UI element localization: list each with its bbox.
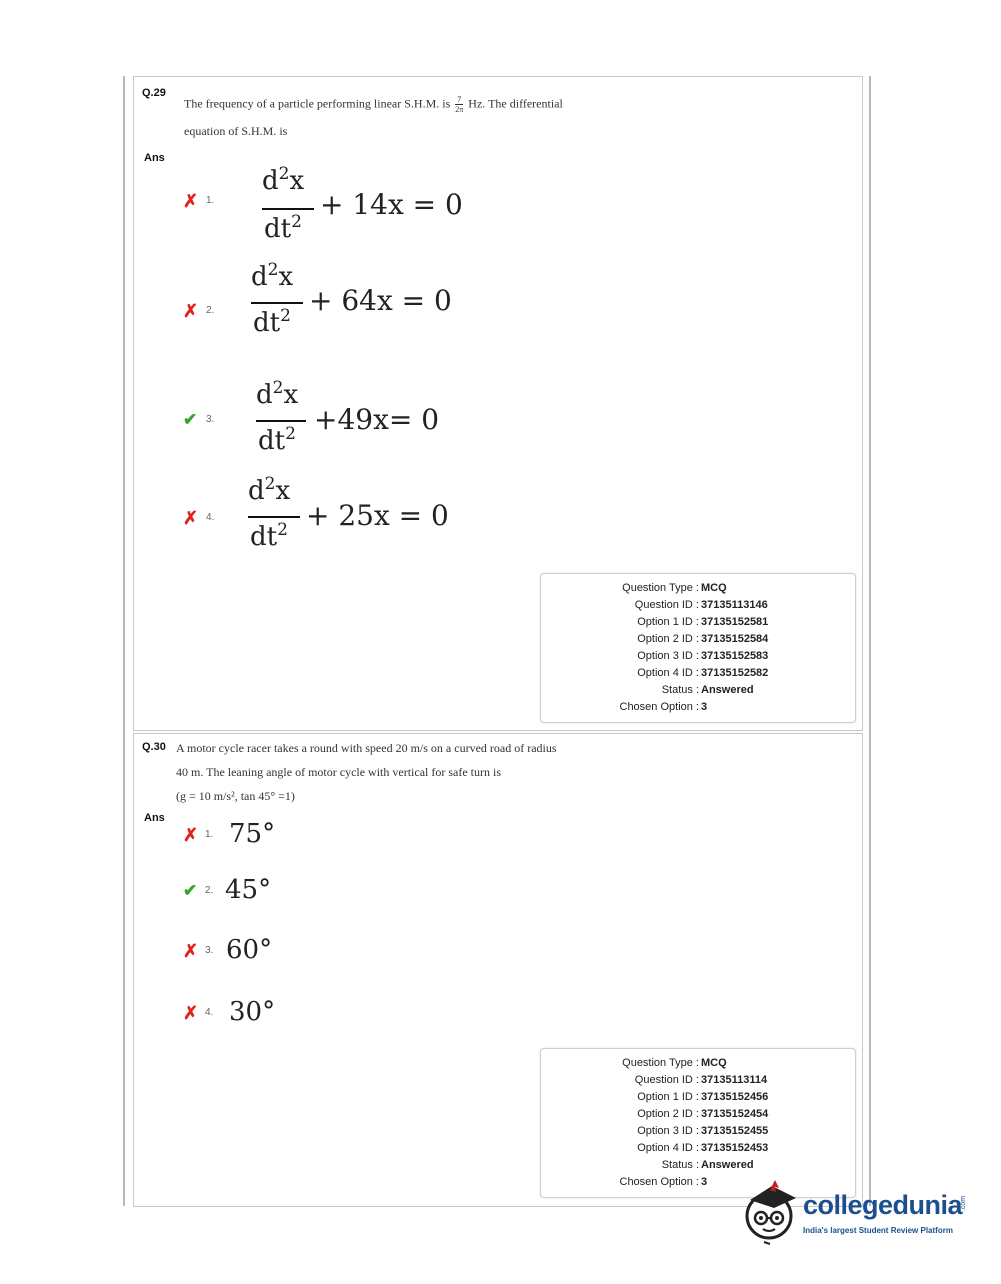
logo-wordmark: collegedunia (803, 1190, 963, 1220)
option-number: 2. (206, 305, 215, 316)
fraction-numerator: 7 (455, 95, 463, 105)
meta-key: Chosen Option : (619, 1176, 699, 1188)
denominator-dt: dt (253, 308, 281, 338)
option-value: 60° (226, 935, 273, 965)
fraction-numerator (256, 378, 298, 410)
option-value: 45° (225, 875, 272, 905)
meta-key: Option 3 ID : (637, 650, 699, 662)
numerator-d: d (262, 166, 279, 196)
question-meta-panel (540, 1048, 856, 1198)
fraction-denominator: 2π (455, 105, 464, 114)
option-number: 4. (206, 512, 215, 523)
numerator-d: d (256, 380, 273, 410)
equation-remainder: + 14x = 0 (320, 188, 463, 221)
wrong-cross-icon: ✗ (183, 508, 199, 528)
denominator-dt: dt (264, 214, 292, 244)
equation-remainder: + 25x = 0 (306, 499, 449, 532)
meta-key: Option 4 ID : (637, 1142, 699, 1154)
correct-check-icon: ✔ (183, 410, 198, 429)
numerator-exponent: 2 (267, 260, 279, 280)
meta-value: 37135113114 (701, 1074, 768, 1086)
option-number: 3. (205, 945, 214, 956)
denominator-exponent: 2 (277, 520, 288, 540)
meta-value: 37135152584 (701, 633, 769, 645)
meta-value: 37135152583 (701, 650, 769, 662)
option-value: 30° (229, 997, 276, 1027)
fraction-bar (248, 516, 300, 518)
meta-key: Status : (661, 1159, 699, 1171)
meta-value: MCQ (701, 1057, 727, 1069)
meta-key: Option 2 ID : (637, 1108, 699, 1120)
fraction-denominator (264, 212, 302, 244)
wrong-cross-icon: ✗ (183, 301, 199, 321)
fraction-denominator (250, 520, 288, 552)
denominator-exponent: 2 (280, 306, 291, 326)
numerator-exponent: 2 (272, 378, 284, 398)
fraction-bar (262, 208, 314, 210)
mascot-icon (742, 1180, 802, 1246)
meta-value: 37135152454 (701, 1108, 769, 1120)
question-text-segment: The frequency of a particle performing linear S.H.M. is (184, 96, 451, 111)
numerator-d: d (251, 262, 268, 292)
fraction-bar (251, 302, 303, 304)
numerator-variable: x (283, 380, 299, 410)
numerator-d: d (248, 476, 265, 506)
numerator-variable: x (278, 262, 294, 292)
wrong-cross-icon: ✗ (183, 191, 199, 211)
collegedunia-logo (742, 1180, 972, 1250)
meta-value: 37135152455 (701, 1125, 769, 1137)
meta-value: 3 (701, 1176, 708, 1188)
option-number: 1. (206, 195, 215, 206)
meta-key: Option 1 ID : (637, 1091, 699, 1103)
meta-key: Question ID : (634, 599, 699, 611)
option-value: 75° (229, 819, 276, 849)
frequency-fraction (455, 95, 463, 114)
numerator-exponent: 2 (278, 164, 290, 184)
denominator-exponent: 2 (285, 424, 296, 444)
answer-label: Ans (144, 152, 165, 164)
fraction-denominator (258, 424, 296, 456)
fraction-bar (256, 420, 306, 422)
option-number: 1. (205, 829, 214, 840)
logo-tagline: India's largest Student Review Platform (803, 1226, 953, 1235)
option-number: 2. (205, 885, 214, 896)
wrong-cross-icon: ✗ (183, 1003, 199, 1023)
question-text-line (184, 95, 563, 114)
equation-remainder: +49x= 0 (314, 403, 440, 436)
meta-value: 3 (701, 701, 708, 713)
numerator-exponent: 2 (264, 474, 276, 494)
option-number: 4. (205, 1007, 214, 1018)
fraction-numerator (251, 260, 293, 292)
meta-value: 37135152581 (701, 616, 769, 628)
question-text-line: A motor cycle racer takes a round with speed 20 m/s on a curved road of radius (176, 741, 557, 755)
meta-value: 37135152453 (701, 1142, 769, 1154)
correct-check-icon: ✔ (183, 881, 198, 900)
denominator-dt: dt (250, 522, 278, 552)
meta-key: Question Type : (622, 1057, 699, 1069)
meta-value: 37135152582 (701, 667, 769, 679)
meta-value: Answered (701, 684, 754, 696)
question-text-line: 40 m. The leaning angle of motor cycle with vertical for safe turn is (176, 765, 502, 779)
meta-key: Option 1 ID : (637, 616, 699, 628)
meta-key: Question ID : (634, 1074, 699, 1086)
fraction-numerator (262, 164, 304, 196)
option-number: 3. (206, 414, 215, 425)
numerator-variable: x (275, 476, 291, 506)
meta-value: MCQ (701, 582, 727, 594)
meta-key: Option 4 ID : (637, 667, 699, 679)
meta-key: Option 2 ID : (637, 633, 699, 645)
meta-value: 37135152456 (701, 1091, 769, 1103)
denominator-exponent: 2 (291, 212, 302, 232)
denominator-dt: dt (258, 426, 286, 456)
logo-suffix: .com (960, 1195, 968, 1212)
question-number: Q.30 (142, 741, 166, 753)
meta-key: Option 3 ID : (637, 1125, 699, 1137)
wrong-cross-icon: ✗ (183, 941, 199, 961)
meta-key: Question Type : (622, 582, 699, 594)
fraction-numerator (248, 474, 290, 506)
wrong-cross-icon: ✗ (183, 825, 199, 845)
question-number: Q.29 (142, 87, 166, 99)
question-meta-panel (540, 573, 856, 723)
meta-key: Chosen Option : (619, 701, 699, 713)
fraction-denominator (253, 306, 291, 338)
numerator-variable: x (289, 166, 305, 196)
question-text-segment: Hz. The differential (468, 96, 563, 111)
equation-remainder: + 64x = 0 (309, 284, 452, 317)
question-text-line: equation of S.H.M. is (184, 124, 288, 138)
question-text-line: (g = 10 m/s², tan 45° =1) (176, 789, 295, 803)
meta-value: 37135113146 (701, 599, 768, 611)
meta-value: Answered (701, 1159, 754, 1171)
answer-label: Ans (144, 812, 165, 824)
meta-key: Status : (661, 684, 699, 696)
